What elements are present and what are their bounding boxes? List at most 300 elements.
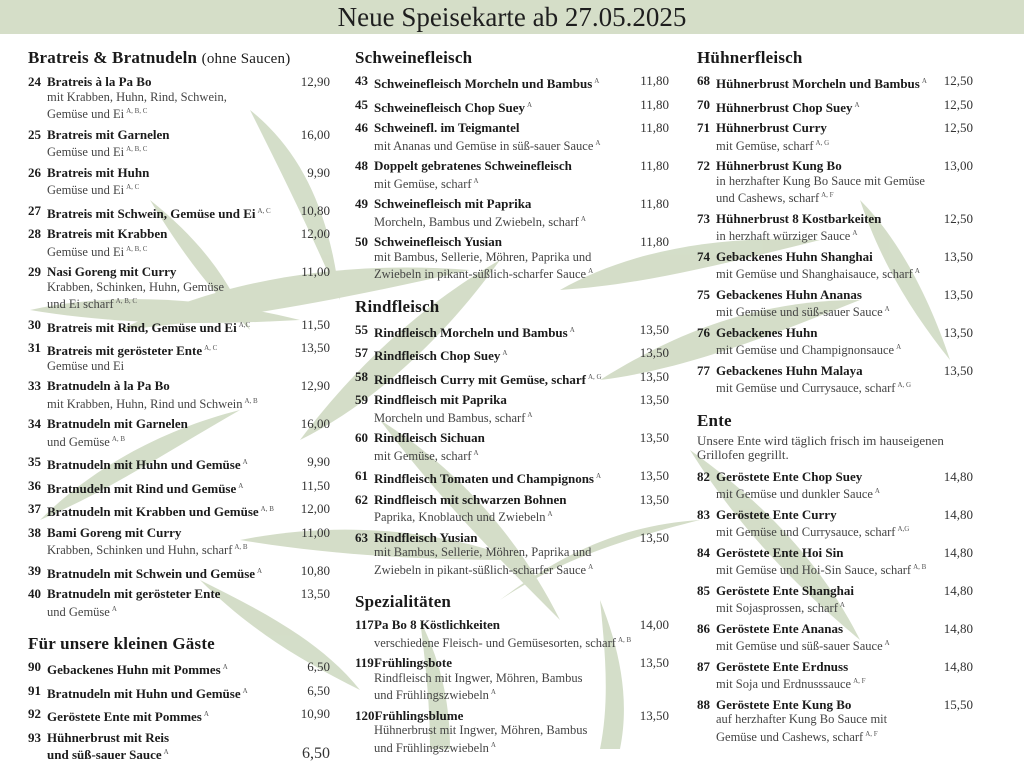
item-name-text: Geröstete Ente mit Pommes — [47, 709, 202, 724]
item-name — [374, 74, 633, 92]
description-line — [47, 540, 330, 558]
item-name — [374, 393, 633, 408]
description-text: mit Gemüse, scharf — [374, 448, 472, 463]
item-name-text: Bratnudeln mit Schwein und Gemüse — [47, 565, 256, 581]
description-line — [47, 432, 330, 450]
description-text: und Cashews, scharf — [716, 191, 820, 205]
menu-item-header — [355, 235, 669, 250]
item-number: 31 — [28, 340, 41, 355]
item-description — [697, 522, 973, 540]
description-text: und Gemüse — [47, 434, 110, 449]
item-number: 68 — [697, 73, 710, 88]
item-name — [374, 235, 633, 250]
description-text: auf herzhafter Kung Bo Sauce mit — [716, 712, 888, 726]
item-price: 15,50 — [943, 696, 973, 712]
menu-item — [28, 75, 330, 122]
item-name-text: Bratnudeln à la Pa Bo — [47, 378, 170, 393]
allergen-codes: A — [473, 448, 479, 457]
description-line — [716, 226, 973, 244]
item-price: 13,50 — [943, 248, 973, 264]
item-name-text: Rindfleisch Morcheln und Bambus — [374, 324, 568, 340]
description-line — [374, 136, 669, 154]
item-number: 34 — [28, 416, 41, 431]
item-number: 75 — [697, 286, 710, 302]
description-text: Zwiebeln in pikant-süßlich-scharfer Sauce — [374, 562, 587, 577]
item-number: 120 — [355, 707, 375, 723]
menu-item-header — [355, 74, 669, 92]
allergen-codes: A — [502, 349, 508, 357]
menu-item — [28, 379, 330, 411]
allergen-codes: A — [111, 604, 117, 613]
allergen-codes: A — [490, 740, 496, 749]
item-number: 70 — [697, 96, 710, 112]
allergen-codes: A, B — [913, 563, 927, 571]
menu-item-header — [28, 166, 330, 181]
item-number: 37 — [28, 501, 41, 516]
item-name — [47, 379, 294, 394]
allergen-codes: A, B, C — [126, 145, 148, 153]
item-number: 117 — [355, 617, 374, 632]
item-name — [47, 684, 294, 702]
item-name — [47, 455, 294, 473]
item-number: 30 — [28, 316, 41, 332]
item-name-text: Geröstete Ente Chop Suey — [716, 468, 863, 484]
description-line — [716, 378, 973, 396]
item-name — [374, 323, 633, 341]
item-name — [374, 370, 633, 388]
allergen-codes: A, C — [204, 344, 218, 352]
item-name-text: Bratreis mit Schwein, Gemüse und Ei — [47, 205, 256, 221]
item-number: 59 — [355, 392, 368, 407]
item-price: 14,80 — [943, 468, 973, 484]
item-name — [716, 98, 937, 116]
item-name — [374, 346, 633, 364]
item-number: 36 — [28, 477, 41, 493]
allergen-codes: A, B — [244, 396, 258, 405]
description-line — [374, 545, 669, 560]
item-number: 83 — [697, 506, 710, 522]
menu-item — [697, 159, 973, 206]
menu-item-header — [28, 660, 330, 678]
item-price: 6,50 — [307, 659, 330, 674]
menu-item — [28, 455, 330, 473]
item-price: 10,80 — [300, 562, 330, 578]
menu-item-header — [28, 204, 330, 222]
item-price: 16,00 — [300, 416, 330, 431]
description-line — [374, 560, 669, 578]
menu-section — [355, 47, 669, 282]
item-description — [697, 136, 973, 154]
allergen-codes: A — [594, 77, 600, 85]
menu-item — [355, 656, 669, 703]
allergen-codes: A, F — [821, 191, 834, 199]
item-number: 40 — [28, 586, 41, 601]
section-title — [355, 296, 669, 318]
item-name — [47, 75, 294, 90]
section-title-text: Ente — [697, 410, 732, 430]
description-line — [716, 174, 973, 189]
item-price: 13,50 — [639, 655, 669, 670]
allergen-codes: A — [896, 343, 902, 351]
menu-item-header — [28, 587, 330, 602]
allergen-codes: A, B — [617, 635, 632, 644]
menu-item-header — [28, 455, 330, 473]
description-line — [716, 302, 973, 320]
item-description — [697, 264, 973, 282]
allergen-codes: A — [914, 267, 920, 275]
allergen-codes: A — [874, 487, 880, 495]
item-number: 49 — [355, 196, 368, 211]
item-price: 6,50 — [307, 682, 330, 698]
allergen-codes: A — [884, 639, 890, 647]
item-name — [716, 508, 937, 523]
item-number: 29 — [28, 264, 41, 279]
section-intro-line: Grillofen gegrillt. — [697, 447, 789, 462]
menu-item-header — [28, 379, 330, 394]
item-number: 50 — [355, 234, 368, 249]
allergen-codes: A, F — [853, 677, 866, 685]
menu-item-header — [355, 346, 669, 364]
description-line — [374, 174, 669, 192]
item-name — [374, 656, 633, 671]
item-name-text: Gebackenes Huhn mit Pommes — [47, 662, 221, 677]
description-line — [374, 446, 669, 464]
item-description — [28, 90, 330, 122]
description-text: mit Gemüse und Currysauce, scharf — [716, 525, 896, 539]
item-name-text: Hühnerbrust Kung Bo — [716, 158, 842, 173]
item-description — [47, 745, 169, 763]
item-number: 43 — [355, 73, 368, 88]
allergen-codes: A — [580, 214, 586, 223]
item-name — [374, 431, 633, 446]
description-line — [374, 685, 669, 703]
item-description — [355, 671, 669, 703]
item-name — [374, 469, 633, 487]
title-banner — [0, 0, 1024, 34]
description-text: und Ei scharf — [47, 297, 114, 311]
item-price: 12,50 — [943, 96, 973, 112]
allergen-codes: A, G — [587, 372, 602, 381]
allergen-codes: A, B — [234, 543, 248, 551]
item-price: 14,80 — [943, 506, 973, 522]
menu-item-header — [28, 128, 330, 143]
menu-item — [697, 698, 973, 745]
item-description — [355, 212, 669, 230]
description-text: verschiedene Fleisch- und Gemüsesorten, scharf — [374, 635, 616, 650]
description-text: mit Krabben, Huhn, Rind und Schwein — [47, 396, 243, 411]
item-price: 13,00 — [943, 158, 973, 173]
menu-item — [28, 166, 330, 198]
description-text: mit Gemüse und süß-sauer Sauce — [716, 305, 883, 319]
item-description — [355, 250, 669, 282]
description-text: mit Soja und Erdnusssauce — [716, 677, 852, 691]
menu-item-header — [28, 526, 330, 541]
menu-item-header — [697, 212, 973, 227]
description-text: Gemüse und Ei — [47, 244, 125, 259]
allergen-codes: A, B, C — [115, 297, 138, 305]
item-description — [697, 712, 973, 744]
item-price: 12,50 — [943, 73, 973, 88]
menu-item-header — [28, 341, 330, 359]
item-name-text: Gebackenes Huhn — [716, 324, 818, 340]
menu-item — [28, 227, 330, 259]
allergen-codes: A, C — [257, 206, 271, 215]
item-name — [374, 531, 633, 546]
item-price: 11,80 — [640, 120, 669, 135]
item-name — [374, 493, 633, 508]
description-line — [47, 104, 330, 122]
description-line — [716, 188, 973, 206]
allergen-codes: A — [854, 100, 860, 109]
item-name-text: Bratnudeln mit Garnelen — [47, 416, 188, 431]
menu-item — [355, 74, 669, 92]
description-text: Rindfleisch mit Ingwer, Möhren, Bambus — [374, 670, 583, 685]
item-description — [355, 545, 669, 577]
item-price: 11,80 — [640, 96, 669, 112]
item-number: 38 — [28, 524, 41, 540]
menu-item — [355, 346, 669, 364]
allergen-codes: A — [921, 77, 927, 85]
description-text: mit Gemüse und Currysauce, scharf — [716, 381, 896, 395]
section-title-text: Spezialitäten — [355, 592, 452, 611]
menu-item — [355, 618, 669, 650]
description-text: Morcheln und Bambus, scharf — [374, 410, 526, 425]
menu-item-header — [28, 417, 330, 432]
item-price: 6,50 — [302, 745, 330, 762]
menu-item — [697, 121, 973, 153]
description-text: mit Bambus, Sellerie, Möhren, Paprika und — [374, 545, 592, 559]
allergen-codes: A — [527, 410, 533, 419]
menu-item — [697, 250, 973, 282]
menu-item — [697, 326, 973, 358]
item-name — [374, 159, 633, 174]
description-text: Zwiebeln in pikant-süßlich-scharfer Sauce — [374, 267, 587, 281]
item-name — [374, 618, 633, 633]
menu-column-left — [28, 47, 330, 777]
menu-item — [697, 212, 973, 244]
menu-item — [355, 493, 669, 525]
menu-item-header — [28, 564, 330, 582]
allergen-codes: A, G — [815, 138, 830, 147]
menu-item-header — [355, 618, 669, 633]
description-line — [47, 90, 330, 105]
allergen-codes: A — [569, 325, 575, 334]
section-title — [28, 633, 330, 655]
section-title — [355, 591, 669, 613]
description-text: mit Krabben, Huhn, Rind, Schwein, — [47, 89, 227, 104]
item-description — [697, 378, 973, 396]
menu-section — [697, 410, 973, 745]
item-price: 13,50 — [639, 529, 669, 545]
allergen-codes: A — [839, 601, 845, 609]
item-name-text: Bratreis mit gerösteter Ente — [47, 343, 203, 358]
section-title-text: Schweinefleisch — [355, 48, 473, 67]
menu-item-header — [28, 265, 330, 280]
description-text: in herzhafter Kung Bo Sauce mit Gemüse — [716, 173, 925, 188]
item-name — [47, 526, 294, 541]
item-price: 13,50 — [300, 340, 330, 355]
item-name-text: Bratnudeln mit Krabben und Gemüse — [47, 504, 259, 519]
item-name — [375, 709, 634, 724]
menu-item — [28, 564, 330, 582]
item-name — [374, 98, 633, 116]
item-number: 87 — [697, 658, 710, 674]
item-name-text: Rindfleisch mit Paprika — [374, 392, 507, 407]
menu-item — [697, 288, 973, 320]
item-number: 71 — [697, 120, 710, 135]
item-number: 119 — [355, 655, 374, 670]
item-price: 11,50 — [301, 316, 330, 332]
item-name-text: Hühnerbrust Chop Suey — [716, 99, 853, 115]
item-number: 93 — [28, 729, 41, 745]
item-number: 55 — [355, 321, 368, 337]
item-name — [47, 166, 294, 181]
description-text: mit Sojasprossen, scharf — [716, 601, 838, 615]
allergen-codes: A, C — [126, 183, 140, 191]
item-name-text: Rindfleisch Sichuan — [374, 430, 485, 445]
page-title: Neue Speisekarte ab 27.05.2025 — [337, 2, 687, 32]
item-name-text: Rindfleisch Curry mit Gemüse, scharf — [374, 371, 586, 387]
allergen-codes: A — [596, 472, 602, 480]
description-text: Hühnerbrust mit Ingwer, Möhren, Bambus — [374, 723, 588, 737]
menu-item-header — [355, 469, 669, 487]
item-name — [716, 74, 937, 92]
item-price: 11,50 — [301, 477, 330, 493]
item-price: 12,50 — [943, 120, 973, 135]
item-price: 10,80 — [300, 202, 330, 218]
description-text: Gemüse und Cashews, scharf — [716, 729, 864, 744]
item-price: 13,50 — [639, 707, 669, 723]
allergen-codes: A, G — [897, 381, 912, 389]
item-name — [716, 660, 937, 675]
item-name — [716, 698, 937, 713]
item-number: 86 — [697, 620, 710, 636]
item-name-text: Schweinefleisch Yusian — [374, 234, 502, 249]
description-line — [716, 712, 973, 727]
allergen-codes: A — [163, 748, 169, 756]
item-price: 12,50 — [943, 210, 973, 226]
menu-item — [355, 159, 669, 191]
menu-item-header — [697, 159, 973, 174]
item-description — [28, 180, 330, 198]
menu-item — [697, 584, 973, 616]
menu-item-header — [697, 250, 973, 265]
item-name — [47, 564, 294, 582]
allergen-codes: A — [852, 229, 858, 237]
allergen-codes: A — [222, 663, 228, 671]
menu-item — [355, 709, 669, 756]
description-text: und Gemüse — [47, 604, 110, 619]
item-name-text: Gebackenes Huhn Malaya — [716, 362, 863, 378]
item-description — [697, 674, 973, 692]
menu-item — [28, 479, 330, 497]
description-line — [716, 522, 973, 540]
item-number: 25 — [28, 126, 41, 142]
allergen-codes: A — [884, 305, 890, 313]
menu-item-header — [355, 656, 669, 671]
description-text: Morcheln, Bambus und Zwiebeln, scharf — [374, 214, 579, 229]
description-line — [47, 242, 330, 260]
item-name — [716, 584, 937, 599]
item-name-text: Gebackenes Huhn Ananas — [716, 286, 862, 302]
item-number: 88 — [697, 696, 710, 712]
menu-item — [28, 707, 330, 725]
item-name-text: Pa Bo 8 Köstlichkeiten — [374, 617, 501, 632]
menu-item-header — [697, 546, 973, 561]
description-text: Gemüse und Ei — [47, 107, 125, 121]
item-number: 48 — [355, 158, 368, 173]
menu-item — [355, 370, 669, 388]
item-number: 46 — [355, 120, 368, 135]
item-number: 61 — [355, 468, 368, 483]
description-line — [716, 674, 973, 692]
item-name — [47, 502, 294, 520]
item-description — [28, 394, 330, 412]
description-text: mit Gemüse, scharf — [374, 176, 472, 191]
description-line — [47, 745, 169, 763]
description-line — [374, 408, 669, 426]
description-line — [716, 727, 973, 745]
menu-item — [28, 684, 330, 702]
menu-item-header — [697, 660, 973, 675]
item-description — [28, 540, 330, 558]
menu-item — [355, 98, 669, 116]
description-line — [374, 723, 669, 738]
item-name — [716, 326, 937, 341]
item-name-text: Nasi Goreng mit Curry — [47, 264, 177, 279]
menu-section — [697, 47, 973, 396]
allergen-codes: A, B, C — [126, 107, 148, 115]
item-name-text: Hühnerbrust Morcheln und Bambus — [716, 76, 920, 91]
description-line — [374, 738, 669, 756]
menu-item-header — [355, 709, 669, 724]
item-number: 72 — [697, 158, 710, 173]
item-price: 14,80 — [943, 620, 973, 636]
description-text: Paprika, Knoblauch und Zwiebeln — [374, 510, 546, 524]
section-title-text: Rindfleisch — [355, 296, 440, 316]
menu-item — [28, 204, 330, 222]
item-number: 91 — [28, 682, 41, 698]
menu-item-header — [355, 197, 669, 212]
allergen-codes: A — [242, 458, 248, 466]
item-number: 58 — [355, 368, 368, 384]
description-text: mit Gemüse und dunkler Sauce — [716, 487, 873, 501]
item-number: 73 — [697, 210, 710, 226]
item-price: 13,50 — [943, 324, 973, 340]
menu-item-header — [697, 622, 973, 637]
item-name-text: Rindfleisch mit schwarzen Bohnen — [374, 491, 567, 507]
item-description — [355, 723, 669, 755]
menu-item-header — [355, 323, 669, 341]
menu-item — [355, 235, 669, 282]
description-line — [374, 507, 669, 525]
item-number: 82 — [697, 468, 710, 484]
item-name-text: Bratnudeln mit gerösteter Ente — [47, 586, 221, 601]
item-price: 12,00 — [300, 226, 330, 241]
menu-section — [355, 591, 669, 755]
menu-item-header — [355, 159, 669, 174]
menu-item — [355, 393, 669, 425]
item-name-text: Bratreis à la Pa Bo — [47, 74, 152, 89]
item-name — [374, 197, 633, 212]
item-name-text: Doppelt gebratenes Schweinefleisch — [374, 158, 572, 173]
menu-item-header — [697, 288, 973, 303]
description-line — [47, 280, 330, 295]
menu-item-header — [28, 707, 330, 725]
item-name-text: Bratreis mit Rind, Gemüse und Ei — [47, 319, 237, 335]
menu-item-header — [28, 502, 330, 520]
item-name-text: Rindfleisch Yusian — [374, 529, 478, 545]
